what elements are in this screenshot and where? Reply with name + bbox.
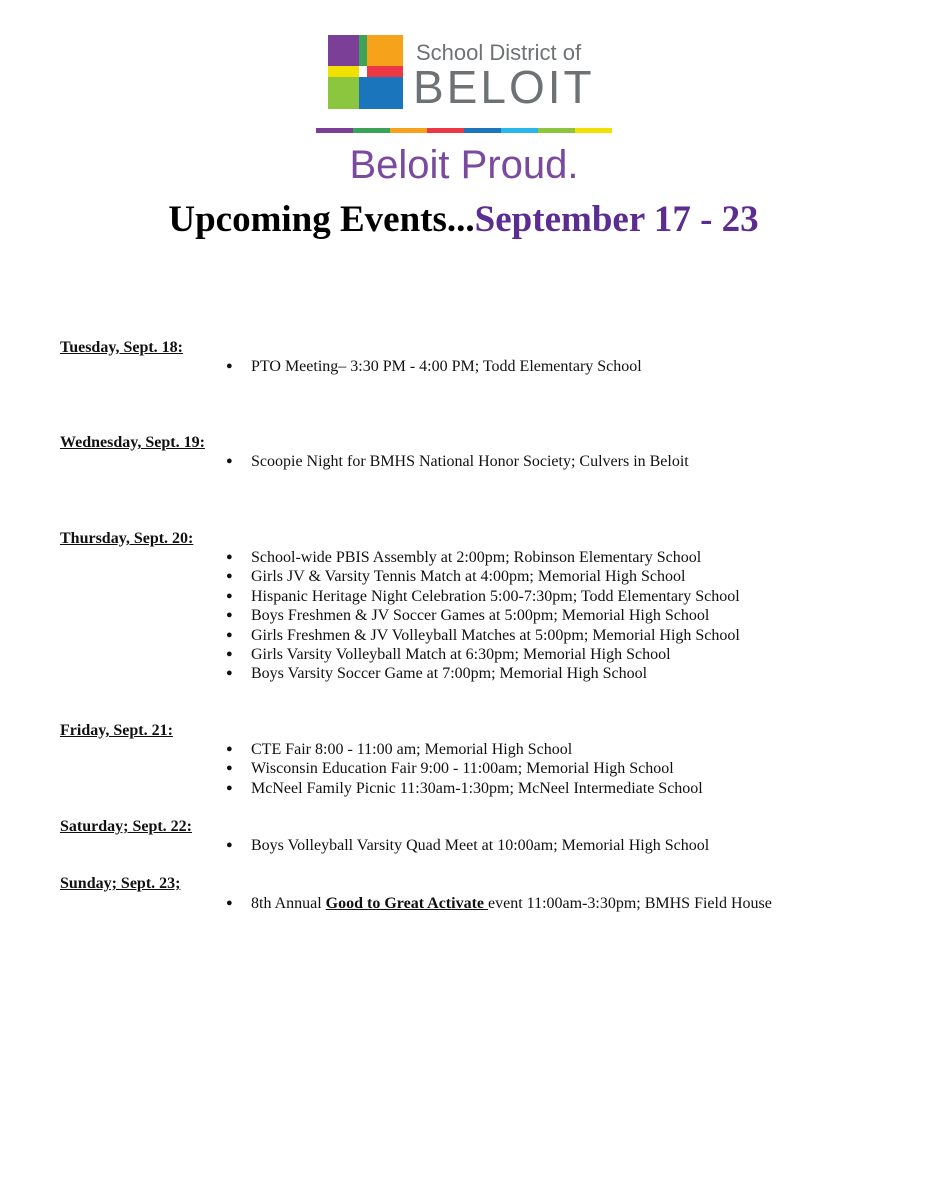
event-text-before: 8th Annual — [251, 895, 326, 912]
logo-tile-1 — [328, 35, 359, 66]
event-text: Hispanic Heritage Night Celebration 5:00-7:30pm; Todd Elementary School — [251, 587, 740, 605]
day-heading-tuesday: Tuesday, Sept. 18: — [60, 339, 183, 356]
event-text: Girls Varsity Volleyball Match at 6:30pm; Memorial High School — [251, 646, 671, 664]
day-heading-friday: Friday, Sept. 21: — [60, 722, 173, 739]
logo-tile-2 — [359, 35, 367, 66]
event-list-friday — [226, 740, 703, 798]
event-highlight: Good to Great Activate — [325, 895, 489, 912]
event-text: PTO Meeting– 3:30 PM - 4:00 PM; Todd Elementary School — [251, 358, 642, 375]
event-item — [226, 894, 772, 913]
bullet-icon: ● — [226, 743, 233, 755]
logo-tile-4 — [328, 66, 359, 77]
event-item — [226, 740, 703, 759]
bullet-icon: ● — [226, 589, 233, 602]
event-list-wednesday — [226, 452, 689, 471]
logo-color-strip — [316, 128, 612, 133]
bullet-icon: ● — [226, 609, 233, 622]
event-item — [226, 357, 642, 376]
logo-top-line: School District of — [416, 40, 582, 65]
event-list-tuesday — [226, 357, 642, 376]
title-date-range: September 17 - 23 — [474, 199, 759, 240]
bullet-icon: ● — [226, 839, 233, 851]
event-item — [226, 452, 689, 471]
logo-tile-5 — [359, 66, 367, 77]
color-strip-segment — [316, 128, 353, 133]
event-text: School-wide PBIS Assembly at 2:00pm; Robinson Elementary School — [251, 549, 702, 566]
event-item — [226, 587, 740, 606]
logo-tile-7 — [328, 77, 359, 109]
event-text: Girls JV & Varsity Tennis Match at 4:00pm; Memorial High School — [251, 568, 686, 586]
logo-tile-3 — [367, 35, 403, 66]
bullet-icon: ● — [226, 551, 233, 563]
event-list-saturday — [226, 836, 709, 855]
event-item — [226, 567, 740, 586]
event-item — [226, 645, 740, 664]
event-text: Boys Volleyball Varsity Quad Meet at 10:00am; Memorial High School — [251, 837, 710, 854]
event-item — [226, 759, 703, 778]
logo-tile-6 — [367, 66, 403, 77]
event-text: CTE Fair 8:00 - 11:00 am; Memorial High School — [251, 741, 573, 758]
bullet-icon: ● — [226, 667, 233, 680]
bullet-icon: ● — [226, 781, 233, 794]
color-strip-segment — [501, 128, 538, 133]
day-heading-wednesday: Wednesday, Sept. 19: — [60, 434, 205, 451]
title-prefix: Upcoming Events... — [168, 199, 475, 240]
bullet-icon: ● — [226, 570, 233, 583]
day-heading-thursday: Thursday, Sept. 20: — [60, 530, 194, 547]
logo-main-word: BELOIT — [413, 61, 595, 113]
district-logo — [316, 20, 608, 124]
event-text: Girls Freshmen & JV Volleyball Matches at 5:00pm; Memorial High School — [251, 626, 740, 644]
district-logo-mark — [328, 35, 403, 109]
color-strip-segment — [353, 128, 390, 133]
color-strip-segment — [464, 128, 501, 133]
page-title — [0, 198, 927, 241]
event-list-sunday — [226, 894, 772, 913]
event-item — [226, 626, 740, 645]
event-item — [226, 548, 740, 567]
tagline: Beloit Proud. — [349, 143, 579, 187]
event-text: Wisconsin Education Fair 9:00 - 11:00am; Memorial High School — [251, 760, 674, 778]
event-list-thursday — [226, 548, 740, 684]
event-text: Boys Freshmen & JV Soccer Games at 5:00pm; Memorial High School — [251, 607, 710, 625]
bullet-icon: ● — [226, 897, 233, 909]
logo-tile-9 — [367, 77, 403, 109]
color-strip-segment — [538, 128, 575, 133]
color-strip-segment — [390, 128, 427, 133]
bullet-icon: ● — [226, 360, 233, 372]
event-item — [226, 779, 703, 798]
event-item — [226, 664, 740, 683]
logo-tile-8 — [359, 77, 367, 109]
event-text-after: event 11:00am-3:30pm; BMHS Field House — [488, 895, 772, 912]
bullet-icon: ● — [226, 455, 233, 467]
event-text: McNeel Family Picnic 11:30am-1:30pm; McNeel Intermediate School — [251, 779, 703, 797]
event-item — [226, 836, 709, 855]
event-text: Scoopie Night for BMHS National Honor Society; Culvers in Beloit — [251, 453, 689, 470]
bullet-icon: ● — [226, 648, 233, 661]
bullet-icon: ● — [226, 628, 233, 641]
color-strip-segment — [575, 128, 612, 133]
day-heading-sunday: Sunday; Sept. 23; — [60, 875, 181, 892]
day-heading-saturday: Saturday; Sept. 22: — [60, 818, 193, 835]
event-text: Boys Varsity Soccer Game at 7:00pm; Memorial High School — [251, 665, 648, 683]
bullet-icon: ● — [226, 762, 233, 775]
event-item — [226, 606, 740, 625]
color-strip-segment — [427, 128, 464, 133]
